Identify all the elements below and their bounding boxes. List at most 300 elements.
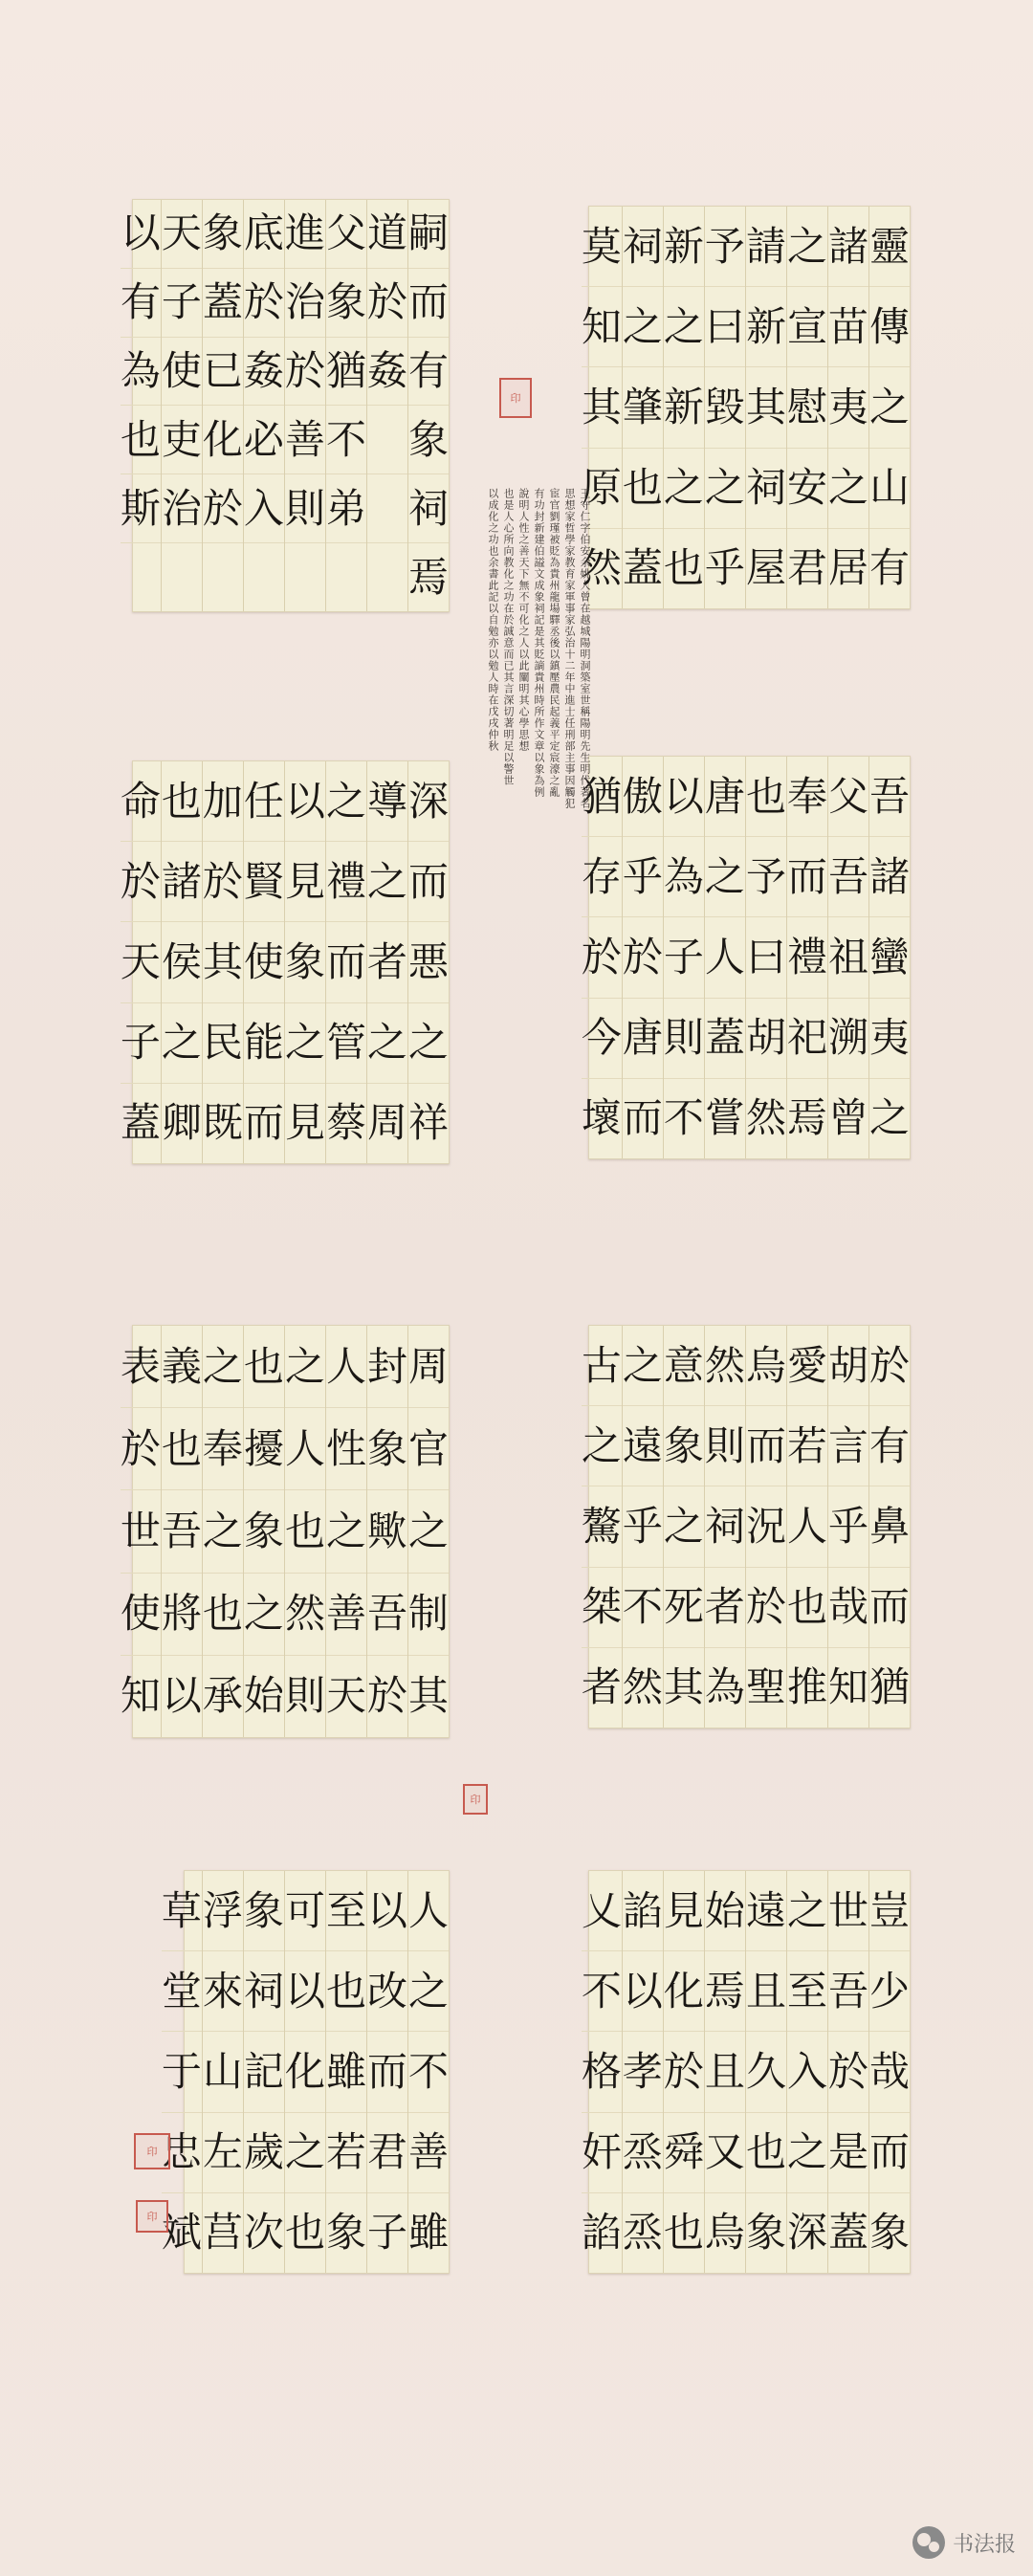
calligraphy-character: 悪 xyxy=(408,922,449,1002)
calligraphy-character: 之 xyxy=(285,1326,325,1408)
calligraphy-character: 象 xyxy=(203,200,243,269)
calligraphy-character: 至 xyxy=(326,1871,366,1951)
calligraphy-character: 不 xyxy=(408,2032,449,2112)
calligraphy-character: 之 xyxy=(285,2113,325,2193)
calligraphy-character: 奉 xyxy=(787,757,827,837)
calligraphy-column xyxy=(407,1871,449,2273)
calligraphy-character: 改 xyxy=(367,1951,407,2032)
calligraphy-character: 底 xyxy=(244,200,284,269)
calligraphy-column xyxy=(366,1871,407,2273)
calligraphy-character: 而 xyxy=(622,1094,663,1142)
calligraphy-character xyxy=(367,543,407,611)
calligraphy-character: 象 xyxy=(664,1406,704,1486)
calligraphy-character: 已 xyxy=(203,338,243,407)
calligraphy-character: 蓋 xyxy=(622,544,663,592)
calligraphy-character xyxy=(285,543,325,611)
calligraphy-character: 然 xyxy=(581,544,622,592)
calligraphy-character: 化 xyxy=(203,406,243,474)
calligraphy-character: 子 xyxy=(664,917,704,998)
calligraphy-character: 導 xyxy=(367,761,407,842)
calligraphy-character: 吾 xyxy=(828,837,868,917)
calligraphy-column xyxy=(745,1871,786,2273)
calligraphy-character: 也 xyxy=(285,1490,325,1573)
calligraphy-column xyxy=(745,207,786,608)
panel-grid xyxy=(120,1326,449,1737)
panel-top-right xyxy=(581,206,911,609)
inscription-column: 也是人心所向教化之功在於誠意而已其言深切著明足以警世 xyxy=(502,488,515,786)
calligraphy-character: 姦 xyxy=(244,338,284,407)
calligraphy-column xyxy=(202,200,243,611)
calligraphy-character: 於 xyxy=(121,842,161,922)
calligraphy-character: 也 xyxy=(663,2209,704,2257)
calligraphy-column xyxy=(121,1326,161,1737)
calligraphy-column xyxy=(202,761,243,1163)
calligraphy-character: 而 xyxy=(869,1568,910,1648)
calligraphy-character: 蔡 xyxy=(325,1099,366,1147)
panel-mid2-left xyxy=(120,1325,450,1738)
calligraphy-character: 知 xyxy=(120,1672,161,1720)
calligraphy-character: 人 xyxy=(705,917,745,998)
calligraphy-character: 以 xyxy=(161,1672,202,1720)
calligraphy-character: 之 xyxy=(828,449,868,529)
calligraphy-character: 宣 xyxy=(787,287,827,367)
calligraphy-character: 於 xyxy=(664,2032,704,2112)
calligraphy-character: 吾 xyxy=(367,1574,407,1656)
calligraphy-character: 其 xyxy=(663,1663,704,1711)
calligraphy-character: 曾 xyxy=(827,1094,868,1142)
calligraphy-character: 周 xyxy=(408,1326,449,1408)
calligraphy-character: 任 xyxy=(244,761,284,842)
calligraphy-character: 若 xyxy=(326,2113,366,2193)
calligraphy-column xyxy=(325,1326,366,1737)
calligraphy-column xyxy=(284,1871,325,2273)
calligraphy-character: 諸 xyxy=(162,842,202,922)
calligraphy-character: 之 xyxy=(367,1003,407,1084)
calligraphy-character: 焉 xyxy=(705,1951,745,2032)
calligraphy-character: 也 xyxy=(162,761,202,842)
calligraphy-character: 莫 xyxy=(582,207,622,287)
calligraphy-column xyxy=(786,207,827,608)
calligraphy-character: 能 xyxy=(244,1003,284,1084)
calligraphy-character: 奸 xyxy=(582,2113,622,2193)
calligraphy-character: 有 xyxy=(121,269,161,338)
calligraphy-character: 封 xyxy=(367,1326,407,1408)
calligraphy-column xyxy=(704,1871,745,2273)
calligraphy-character: 象 xyxy=(285,922,325,1002)
calligraphy-character: 君 xyxy=(786,544,827,592)
calligraphy-character xyxy=(326,543,366,611)
calligraphy-character: 嘗 xyxy=(704,1094,745,1142)
calligraphy-character: 人 xyxy=(408,1871,449,1951)
calligraphy-character: 之 xyxy=(705,449,745,529)
calligraphy-character: 桀 xyxy=(582,1568,622,1648)
calligraphy-character: 有 xyxy=(869,1406,910,1486)
calligraphy-character: 命 xyxy=(121,761,161,842)
calligraphy-character: 烝 xyxy=(623,2113,663,2193)
calligraphy-character: 也 xyxy=(326,1951,366,2032)
calligraphy-character: 也 xyxy=(746,757,786,837)
calligraphy-character: 承 xyxy=(202,1672,243,1720)
calligraphy-character: 於 xyxy=(366,1672,407,1720)
seal-lower-b: 印 xyxy=(136,2200,168,2233)
calligraphy-character: 善 xyxy=(408,2113,449,2193)
calligraphy-character: 父 xyxy=(828,757,868,837)
calligraphy-character: 於 xyxy=(367,269,407,338)
calligraphy-character: 象 xyxy=(367,1408,407,1490)
calligraphy-character: 始 xyxy=(243,1672,284,1720)
calligraphy-column xyxy=(161,1326,202,1737)
panel-grid xyxy=(581,1871,910,2273)
calligraphy-character: 忠 xyxy=(162,2113,202,2193)
calligraphy-column xyxy=(745,757,786,1158)
calligraphy-character: 治 xyxy=(285,269,325,338)
calligraphy-column xyxy=(284,200,325,611)
calligraphy-column xyxy=(745,1326,786,1728)
panel-grid xyxy=(120,761,449,1163)
calligraphy-character: 愛 xyxy=(787,1326,827,1406)
calligraphy-character: 而 xyxy=(408,842,449,922)
calligraphy-character: 至 xyxy=(787,1951,827,2032)
calligraphy-character: 之 xyxy=(244,1574,284,1656)
calligraphy-character: 鼻 xyxy=(869,1486,910,1567)
calligraphy-character: 見 xyxy=(664,1871,704,1951)
calligraphy-character: 推 xyxy=(786,1663,827,1711)
calligraphy-character: 哉 xyxy=(869,2032,910,2112)
calligraphy-character: 乎 xyxy=(828,1486,868,1567)
calligraphy-column xyxy=(827,1871,868,2273)
calligraphy-character: 始 xyxy=(705,1871,745,1951)
calligraphy-character: 雖 xyxy=(407,2209,449,2257)
calligraphy-character: 弟 xyxy=(326,474,366,543)
calligraphy-column xyxy=(663,1871,704,2273)
calligraphy-character: 傳 xyxy=(869,287,910,367)
calligraphy-column xyxy=(827,1326,868,1728)
calligraphy-character: 諂 xyxy=(623,1871,663,1951)
calligraphy-character: 新 xyxy=(664,367,704,448)
calligraphy-character: 世 xyxy=(828,1871,868,1951)
calligraphy-character: 象 xyxy=(244,1871,284,1951)
calligraphy-character: 周 xyxy=(366,1099,407,1147)
calligraphy-character: 祠 xyxy=(244,1951,284,2032)
calligraphy-character: 少 xyxy=(869,1951,910,2032)
calligraphy-character: 祠 xyxy=(705,1486,745,1567)
calligraphy-character: 之 xyxy=(787,1871,827,1951)
calligraphy-character: 且 xyxy=(705,2032,745,2112)
calligraphy-character: 見 xyxy=(285,842,325,922)
calligraphy-character: 也 xyxy=(663,544,704,592)
inscription-column: 思想家哲學家教育家軍事家弘治十二年中進士任刑部主事因觸犯 xyxy=(563,488,576,809)
calligraphy-character: 記 xyxy=(244,2032,284,2112)
calligraphy-character: 之 xyxy=(664,1486,704,1567)
calligraphy-character: 之 xyxy=(367,842,407,922)
calligraphy-character: 禮 xyxy=(787,917,827,998)
calligraphy-character: 深 xyxy=(408,761,449,842)
calligraphy-character: 為 xyxy=(704,1663,745,1711)
calligraphy-character: 也 xyxy=(623,449,663,529)
calligraphy-character: 加 xyxy=(203,761,243,842)
calligraphy-character: 其 xyxy=(746,367,786,448)
calligraphy-character: 使 xyxy=(244,922,284,1002)
calligraphy-column xyxy=(407,761,449,1163)
calligraphy-character: 孝 xyxy=(623,2032,663,2112)
calligraphy-column xyxy=(868,1326,910,1728)
calligraphy-character: 居 xyxy=(827,544,868,592)
calligraphy-character: 遠 xyxy=(746,1871,786,1951)
calligraphy-character: 天 xyxy=(162,200,202,269)
calligraphy-character: 之 xyxy=(869,367,910,448)
calligraphy-column xyxy=(663,1326,704,1728)
calligraphy-character: 也 xyxy=(787,1568,827,1648)
calligraphy-column xyxy=(202,1871,243,2273)
calligraphy-column xyxy=(325,761,366,1163)
calligraphy-character: 而 xyxy=(367,2032,407,2112)
calligraphy-character: 歲 xyxy=(244,2113,284,2193)
calligraphy-character: 之 xyxy=(868,1094,910,1142)
calligraphy-character: 父 xyxy=(326,200,366,269)
calligraphy-character: 之 xyxy=(326,1490,366,1573)
calligraphy-character: 為 xyxy=(664,837,704,917)
calligraphy-character: 也 xyxy=(203,1574,243,1656)
calligraphy-character: 為 xyxy=(121,338,161,407)
calligraphy-character: 於 xyxy=(582,917,622,998)
calligraphy-character: 官 xyxy=(408,1408,449,1490)
calligraphy-character: 也 xyxy=(746,2113,786,2193)
calligraphy-character: 則 xyxy=(285,474,325,543)
calligraphy-character: 之 xyxy=(787,207,827,287)
calligraphy-character: 驁 xyxy=(582,1486,622,1567)
calligraphy-character: 必 xyxy=(244,406,284,474)
calligraphy-character: 制 xyxy=(408,1574,449,1656)
calligraphy-character: 唐 xyxy=(623,999,663,1079)
calligraphy-column xyxy=(407,1326,449,1737)
calligraphy-character: 諸 xyxy=(828,207,868,287)
calligraphy-character: 遠 xyxy=(623,1406,663,1486)
calligraphy-character: 可 xyxy=(285,1871,325,1951)
calligraphy-character: 猶 xyxy=(868,1663,910,1711)
calligraphy-column xyxy=(622,757,663,1158)
calligraphy-character: 以 xyxy=(285,1951,325,2032)
calligraphy-character: 象 xyxy=(745,2209,786,2257)
calligraphy-character: 象 xyxy=(244,1490,284,1573)
seal-mid: 印 xyxy=(463,1784,488,1815)
calligraphy-character: 天 xyxy=(325,1672,366,1720)
calligraphy-column xyxy=(366,200,407,611)
inscription-column: 說明人性之善天下無不可化之人以此闡明其心學思想 xyxy=(517,488,530,752)
calligraphy-character: 蓋 xyxy=(120,1099,161,1147)
calligraphy-character: 左 xyxy=(203,2113,243,2193)
calligraphy-character: 也 xyxy=(284,2209,325,2257)
calligraphy-character: 以 xyxy=(367,1871,407,1951)
calligraphy-character: 焉 xyxy=(786,1094,827,1142)
calligraphy-character: 哉 xyxy=(828,1568,868,1648)
calligraphy-column xyxy=(622,207,663,608)
calligraphy-character: 浮 xyxy=(203,1871,243,1951)
calligraphy-column xyxy=(868,1871,910,2273)
calligraphy-character: 若 xyxy=(787,1406,827,1486)
calligraphy-character: 治 xyxy=(162,474,202,543)
calligraphy-character: 況 xyxy=(746,1486,786,1567)
calligraphy-character: 然 xyxy=(705,1326,745,1406)
calligraphy-column xyxy=(868,207,910,608)
inscription-column: 宦官劉瑾被貶為貴州龍場驛丞後以鎮壓農民起義平定宸濠之亂 xyxy=(548,488,560,798)
calligraphy-character: 祥 xyxy=(407,1099,449,1147)
calligraphy-column xyxy=(704,757,745,1158)
calligraphy-character: 不 xyxy=(663,1094,704,1142)
calligraphy-character: 堂 xyxy=(162,1951,202,2032)
calligraphy-character: 卿 xyxy=(161,1099,202,1147)
calligraphy-column xyxy=(121,761,161,1163)
calligraphy-column xyxy=(663,207,704,608)
calligraphy-character: 莒 xyxy=(202,2209,243,2257)
calligraphy-character: 死 xyxy=(664,1568,704,1648)
calligraphy-character: 之 xyxy=(664,287,704,367)
calligraphy-character: 曰 xyxy=(705,287,745,367)
calligraphy-character: 烏 xyxy=(746,1326,786,1406)
inscription-column: 有功封新建伯謚文成象祠記是其貶謫貴州時所作文章以象為例 xyxy=(533,488,545,798)
calligraphy-character: 之 xyxy=(787,2113,827,2193)
calligraphy-character: 其 xyxy=(582,367,622,448)
calligraphy-character: 道 xyxy=(367,200,407,269)
inscription-column: 以成化之功也余書此記以自勉亦以勉人時在戊戌仲秋 xyxy=(487,488,499,752)
calligraphy-character: 夷 xyxy=(869,999,910,1079)
calligraphy-character: 於 xyxy=(203,842,243,922)
calligraphy-character: 焉 xyxy=(407,553,449,601)
calligraphy-character: 久 xyxy=(746,2032,786,2112)
calligraphy-character: 知 xyxy=(582,287,622,367)
calligraphy-character: 予 xyxy=(705,207,745,287)
calligraphy-column xyxy=(704,1326,745,1728)
seal-upper: 印 xyxy=(499,378,532,418)
calligraphy-character: 蓋 xyxy=(705,999,745,1079)
calligraphy-character: 侯 xyxy=(162,922,202,1002)
calligraphy-column xyxy=(786,1871,827,2273)
calligraphy-character: 姦 xyxy=(367,338,407,407)
calligraphy-character: 於 xyxy=(746,1568,786,1648)
calligraphy-character: 入 xyxy=(787,2032,827,2112)
calligraphy-character: 請 xyxy=(746,207,786,287)
calligraphy-character: 蓋 xyxy=(203,269,243,338)
panel-grid xyxy=(120,200,449,611)
calligraphy-character: 之 xyxy=(203,1326,243,1408)
calligraphy-character: 則 xyxy=(284,1672,325,1720)
calligraphy-character: 雖 xyxy=(326,2032,366,2112)
calligraphy-character: 乎 xyxy=(623,1486,663,1567)
calligraphy-character: 安 xyxy=(787,449,827,529)
calligraphy-character: 山 xyxy=(203,2032,243,2112)
calligraphy-character: 於 xyxy=(244,269,284,338)
panel-bottom-left xyxy=(161,1870,450,2274)
calligraphy-character xyxy=(203,543,243,611)
calligraphy-character: 于 xyxy=(162,2032,202,2112)
calligraphy-character: 存 xyxy=(582,837,622,917)
calligraphy-character: 祠 xyxy=(623,207,663,287)
calligraphy-character: 人 xyxy=(787,1486,827,1567)
calligraphy-character: 進 xyxy=(285,200,325,269)
panel-grid xyxy=(581,1326,910,1728)
calligraphy-column xyxy=(243,1871,284,2273)
calligraphy-character: 予 xyxy=(746,837,786,917)
calligraphy-character: 者 xyxy=(581,1663,622,1711)
calligraphy-character: 舜 xyxy=(664,2113,704,2193)
calligraphy-character: 毀 xyxy=(705,367,745,448)
calligraphy-character: 其 xyxy=(203,922,243,1002)
calligraphy-character: 且 xyxy=(746,1951,786,2032)
calligraphy-character: 然 xyxy=(285,1574,325,1656)
calligraphy-character: 豈 xyxy=(869,1871,910,1951)
calligraphy-character: 烝 xyxy=(622,2209,663,2257)
calligraphy-character: 以 xyxy=(623,1951,663,2032)
seal-lower-a: 印 xyxy=(134,2133,170,2169)
panel-grid xyxy=(581,207,910,608)
calligraphy-character xyxy=(244,543,284,611)
calligraphy-character: 嗣 xyxy=(408,200,449,269)
calligraphy-character: 祠 xyxy=(746,449,786,529)
calligraphy-character: 胡 xyxy=(746,999,786,1079)
panel-grid xyxy=(581,757,910,1158)
calligraphy-character: 既 xyxy=(202,1099,243,1147)
calligraphy-character: 則 xyxy=(705,1406,745,1486)
calligraphy-character: 性 xyxy=(326,1408,366,1490)
calligraphy-character: 吾 xyxy=(828,1951,868,2032)
calligraphy-character: 屋 xyxy=(745,544,786,592)
calligraphy-column xyxy=(243,200,284,611)
calligraphy-character: 使 xyxy=(162,338,202,407)
calligraphy-character: 之 xyxy=(162,1003,202,1084)
calligraphy-character: 肇 xyxy=(623,367,663,448)
center-inscription xyxy=(467,488,610,1779)
calligraphy-character: 知 xyxy=(827,1663,868,1711)
watermark xyxy=(912,2526,1016,2559)
calligraphy-character xyxy=(162,543,202,611)
calligraphy-character: 蓋 xyxy=(827,2209,868,2257)
calligraphy-column xyxy=(622,1326,663,1728)
calligraphy-character: 於 xyxy=(828,2032,868,2112)
calligraphy-character: 民 xyxy=(203,1003,243,1084)
calligraphy-character: 象 xyxy=(408,406,449,474)
panel-grid xyxy=(161,1871,449,2273)
calligraphy-character xyxy=(367,474,407,543)
calligraphy-character: 之 xyxy=(203,1490,243,1573)
calligraphy-character: 者 xyxy=(705,1568,745,1648)
calligraphy-character: 今 xyxy=(582,999,622,1079)
calligraphy-character: 吾 xyxy=(162,1490,202,1573)
calligraphy-character: 溯 xyxy=(828,999,868,1079)
calligraphy-column xyxy=(284,1326,325,1737)
calligraphy-character: 山 xyxy=(869,449,910,529)
calligraphy-column xyxy=(121,200,161,611)
calligraphy-character: 而 xyxy=(243,1099,284,1147)
calligraphy-character: 於 xyxy=(623,917,663,998)
calligraphy-column xyxy=(202,1326,243,1737)
calligraphy-character: 而 xyxy=(408,269,449,338)
calligraphy-character: 管 xyxy=(326,1003,366,1084)
panel-mid2-right xyxy=(581,1325,911,1728)
calligraphy-column xyxy=(325,200,366,611)
calligraphy-character: 祀 xyxy=(787,999,827,1079)
calligraphy-character: 次 xyxy=(243,2209,284,2257)
calligraphy-character: 聖 xyxy=(745,1663,786,1711)
calligraphy-column xyxy=(325,1871,366,2273)
calligraphy-character: 賢 xyxy=(244,842,284,922)
calligraphy-character: 象 xyxy=(325,2209,366,2257)
calligraphy-character: 而 xyxy=(869,2113,910,2193)
wechat-icon xyxy=(912,2526,945,2559)
watermark-text: 书法报 xyxy=(952,2532,1016,2557)
calligraphy-character: 之 xyxy=(408,1003,449,1084)
calligraphy-column xyxy=(786,757,827,1158)
calligraphy-column xyxy=(284,761,325,1163)
panel-mid1-left xyxy=(120,760,450,1164)
